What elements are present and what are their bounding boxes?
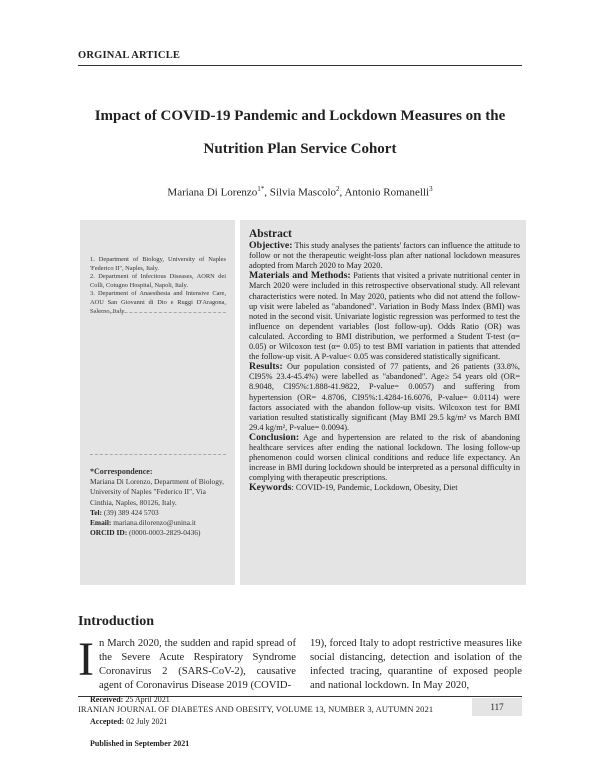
author-affiliation-mark: 3 — [429, 185, 433, 193]
title-line-1: Impact of COVID-19 Pandemic and Lockdown Measures on the — [94, 108, 506, 124]
abstract-objective: Objective: This study analyses the patients' factors can influence the attitude to follow or not the therapeutic weight-loss plan after national lockdown measures adopted from March 2020 to May 2020. — [249, 240, 520, 271]
drop-cap: I — [78, 633, 94, 686]
author-list: Mariana Di Lorenzo$^{1*}$, Silvia Mascolo$^2$, Antonio Romanelli$^3$ — [167, 185, 433, 199]
correspondence-address: Mariana Di Lorenzo, Department of Biology, University of Naples "Federico II", Via Cinthia, Naples, 80126, Italy. — [90, 477, 224, 507]
affiliation-item: 1. Department of Biology, University of Naples 'Federico II", Naples, Italy. — [90, 256, 226, 272]
abstract-heading: Abstract — [249, 228, 292, 240]
author-name: Antonio Romanelli — [344, 186, 430, 199]
abstract-results: Results: Our population consisted of 77 patients, and 26 patients (33.8%, CI95% 23.4-45.4%) were labelled as "abandoned". Age≥ 54 years old (OR= 8.9048, CI95%:1.888-41.9822, P-value= 0.0057) and suffering from hypertension (OR= 4.8706, CI95%:1.4284-16.6076, P-value= 0.0114) were factors associated with the abandon follow-up visits. Wilcoxon test for BMI variation resulted statistically significant (May BMI 29.5 kg/m² vs March BMI 29.4 kg/m², P-value= 0.0094). — [249, 361, 520, 432]
orcid-link[interactable]: (0000-0003-2829-0436) — [129, 528, 201, 538]
header-divider — [78, 65, 522, 66]
footer-divider — [78, 696, 522, 697]
author-affiliation-mark: 1* — [257, 185, 265, 193]
affiliation-item: 3. Department of Anaesthesia and Intensive Care, AOU San Giovanni di Dio e Ruggi D'Aragona, Salerno, Italy. — [90, 290, 226, 315]
paper-title — [70, 100, 530, 166]
abstract-conclusion: Conclusion: Age and hypertension are related to the risk of abandoning healthcare services after ending the national lockdown. The losing follow-up phenomenon could worsen clinical conditions and reduce life expectancy. An increase in BMI during lockdown should be interpreted as a personal difficulty in complying with therapeutic prescriptions. — [249, 431, 520, 483]
intro-text: n March 2020, the sudden and rapid spread of the Severe Acute Respiratory Syndrome Coronavirus 2 (SARS-CoV-2), causative agent of Coronavirus Disease 2019 (COVID- — [98, 638, 296, 691]
email-link[interactable]: mariana.dilorenzo@unina.it — [113, 518, 196, 528]
sidebar-divider — [90, 312, 226, 313]
sidebar-divider — [90, 454, 226, 455]
introduction-column-right: 19), forced Italy to adopt restrictive measures like social distancing, detection and isolation of the infected tracing, quarantine of exposed people and national lockdown. In May 2020, — [310, 638, 522, 691]
author-name: Mariana Di Lorenzo — [167, 186, 258, 199]
author-name: Silvia Mascolo — [269, 186, 337, 199]
affiliation-item: 2. Department of Infectious Diseases, AORN dei Colli, Cotugno Hospital, Napoli, Italy. — [90, 273, 226, 289]
correspondence-block — [90, 467, 226, 538]
page-number: 117 — [472, 698, 522, 716]
affiliations — [90, 256, 226, 316]
abstract-keywords: Keywords: COVID-19, Pandemic, Lockdown, Obesity, Diet — [249, 482, 458, 494]
abstract-methods: Materials and Methods: Patients that visited a private nutritional center in March 2020 were included in this retrospective observational study. All relevant characteristics were noted. In May 2020, patients who did not attend the follow-up visit were labeled as "abandoned". Variation in Body Mass Index (BMI) was noted in the second visit. Univariate logistic regression was performed to test the influence on dependent variables (lost follow-up). Odds Ratio (OR) was calculated. According to BMI distribution, we performed a Student T-test (α= 0.05) or Wilcoxon test (α= 0.05) to test BMI variation in patients that attended the follow-up visit. A P-value< 0.05 was considered statistically significant. — [249, 270, 520, 362]
correspondence-heading: *Correspondence: — [90, 467, 153, 476]
introduction-heading: Introduction — [78, 614, 154, 629]
introduction-column-left — [78, 633, 296, 693]
correspondence-email: Email: mariana.dilorenzo@unina.it — [90, 518, 196, 528]
accepted-date: Accepted: 02 July 2021 — [90, 717, 168, 726]
published-date: Published in September 2021 — [90, 739, 190, 748]
article-type-label: ORGINAL ARTICLE — [78, 50, 181, 61]
received-date: Received: 25 April 2021 — [90, 695, 170, 704]
author-affiliation-mark: 2 — [336, 185, 340, 193]
title-line-2: Nutrition Plan Service Cohort — [203, 141, 397, 157]
abstract-box — [240, 220, 526, 585]
journal-footer: IRANIAN JOURNAL OF DIABETES AND OBESITY, VOLUME 13, NUMBER 3, AUTUMN 2021 — [78, 704, 434, 714]
correspondence-tel: Tel: (39) 389 424 5703 — [90, 507, 159, 517]
correspondence-orcid: ORCID ID: (0000-0003-2829-0436) — [90, 528, 201, 538]
